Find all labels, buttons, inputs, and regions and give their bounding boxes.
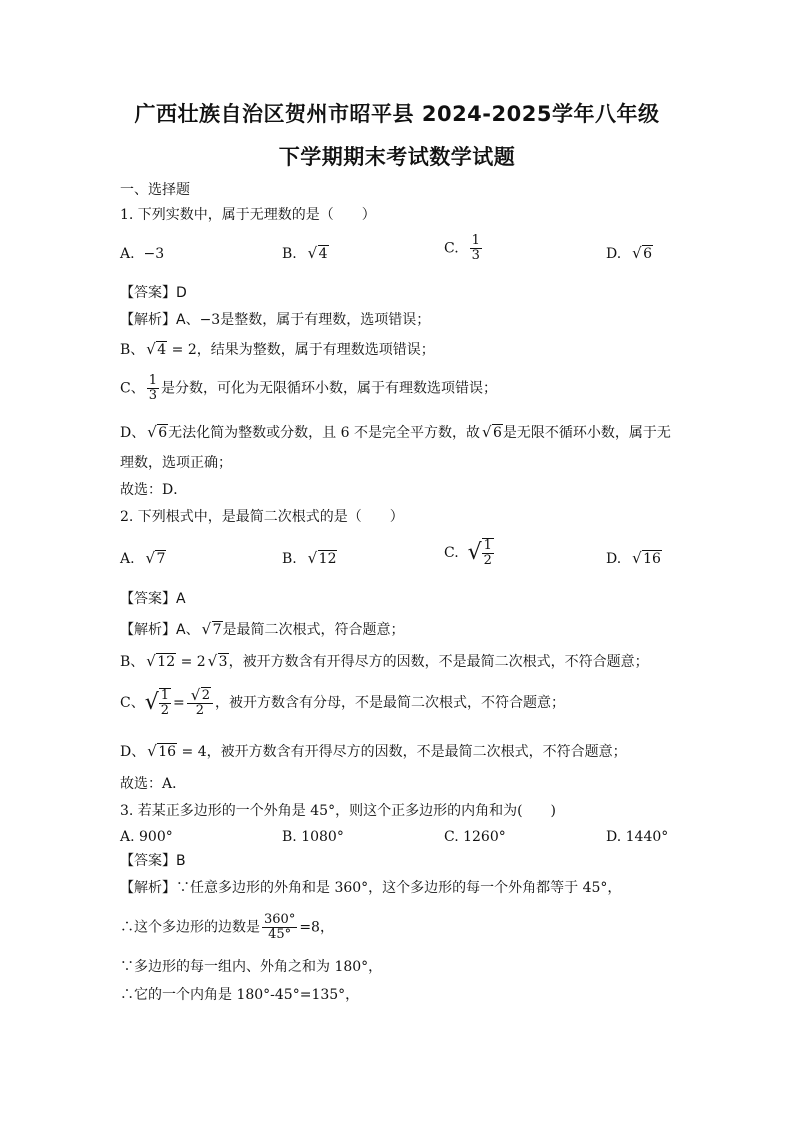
q2-stem: 2. 下列根式中，是最简二次根式的是（ ） bbox=[120, 509, 404, 525]
q2-option-a: A. √ 7 bbox=[120, 549, 166, 569]
q3-explanation-4: ∴它的一个内角是 180°-45°=135°， bbox=[120, 987, 360, 1003]
q2-option-c: C. √ $\frac{1}{2}$ bbox=[444, 538, 492, 568]
q1-option-c: C. $\frac{1}{3}$ bbox=[444, 233, 480, 263]
q2-explanation-b: B、√ 12 = 2√ 3，被开方数含有开得尽方的因数，不是最简二次根式，不符合题意； bbox=[120, 652, 649, 672]
q2-answer: 【答案】A bbox=[120, 591, 186, 607]
q2-option-d: D. √ 16 bbox=[606, 549, 662, 569]
q1-explanation-d: D、√ 6无法化简为整数或分数，且 6 不是完全平方数，故√ 6是无限不循环小数，属于无 bbox=[120, 423, 671, 443]
q3-answer: 【答案】B bbox=[120, 853, 186, 869]
q3-option-b: B. 1080° bbox=[282, 829, 344, 845]
q2-option-b: B. √ 12 bbox=[282, 549, 337, 569]
q3-explanation-1: 【解析】∵任意多边形的外角和是 360°，这个多边形的每一个外角都等于 45°， bbox=[120, 880, 622, 896]
title-line-1: 广西壮族自治区贺州市昭平县 2024-2025学年八年级 bbox=[134, 102, 660, 126]
q3-option-d: D. 1440° bbox=[606, 829, 669, 845]
q3-option-c: C. 1260° bbox=[444, 829, 506, 845]
q2-explanation-a: 【解析】A、√ 7是最简二次根式，符合题意； bbox=[120, 620, 405, 640]
section-heading: 一、选择题 bbox=[120, 182, 190, 198]
title-line-2: 下学期期末考试数学试题 bbox=[278, 145, 516, 169]
q1-answer: 【答案】D bbox=[120, 285, 187, 301]
q2-explanation-c: C、√ $\frac{1}{2}$ = √ $\frac{2}{2}$ ，被开方数含有分母，不是最简二次根式，不符合题意； bbox=[120, 688, 565, 718]
q3-option-a: A. 900° bbox=[120, 829, 173, 845]
q1-option-d: D. √ 6 bbox=[606, 244, 653, 264]
q1-explanation-c: C、 $\frac{1}{3}$ 是分数，可化为无限循环小数，属于有理数选项错误； bbox=[120, 373, 497, 403]
q3-explanation-2: ∴这个多边形的边数是 $\frac{360^\circ}{45^\circ}$ =8， bbox=[120, 912, 334, 942]
q2-choose: 故选：A． bbox=[120, 776, 187, 792]
q1-explanation-d-cont: 理数，选项正确； bbox=[120, 455, 232, 471]
q1-explanation-a: 【解析】A、−3是整数，属于有理数，选项错误； bbox=[120, 312, 431, 328]
q1-option-a: A. −3 bbox=[120, 246, 165, 262]
q3-explanation-3: ∵多边形的每一组内、外角之和为 180°， bbox=[120, 959, 383, 975]
q1-stem: 1. 下列实数中，属于无理数的是（ ） bbox=[120, 207, 376, 223]
q1-explanation-b: B、√ 4 = 2，结果为整数，属于有理数选项错误； bbox=[120, 340, 435, 360]
q1-option-b: B. √ 4 bbox=[282, 244, 329, 264]
q2-explanation-d: D、√ 16 = 4，被开方数含有开得尽方的因数，不是最简二次根式，不符合题意； bbox=[120, 742, 627, 762]
q3-stem: 3. 若某正多边形的一个外角是 45°，则这个正多边形的内角和为( ) bbox=[120, 803, 556, 819]
q1-choose: 故选：D． bbox=[120, 482, 188, 498]
